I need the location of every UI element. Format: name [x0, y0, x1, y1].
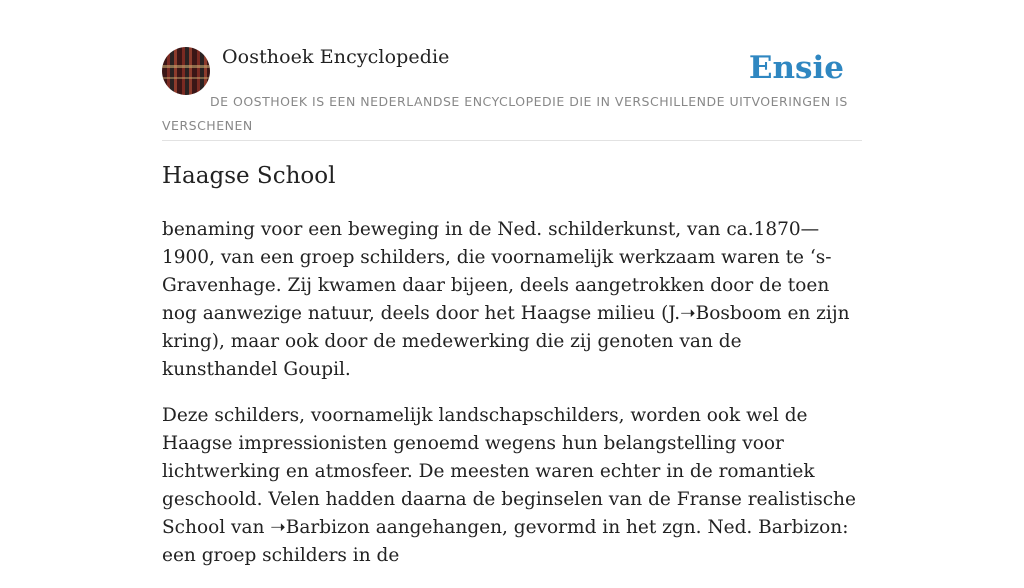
- source-header: [162, 0, 862, 141]
- article-title: Haagse School: [162, 163, 336, 189]
- article-paragraph: Deze schilders, voornamelijk landschapschilders, worden ook wel de Haagse impressionisten genoemd wegens hun belangstelling voor lichtwerking en atmosfeer. De meesten waren echter in de romantiek geschoold. Velen hadden daarna de beginselen van de Franse realistische School van ➝Barbizon aangehangen, gevormd in het zgn. Ned. Barbizon: een groep schilders in de: [162, 405, 856, 566]
- source-description-text: DE OOSTHOEK IS EEN NEDERLANDSE ENCYCLOPEDIE DIE IN VERSCHILLENDE UITVOERINGEN IS VERSCHENEN: [162, 94, 848, 133]
- page-container: [162, 0, 862, 566]
- source-description: [162, 90, 862, 138]
- article-paragraph: benaming voor een beweging in de Ned. schilderkunst, van ca.1870—1900, van een groep schilders, die voornamelijk werkzaam waren te ‘s-Gravenhage. Zij kwamen daar bijeen, deels aangetrokken door de toen nog aanwezige natuur, deels door het Haagse milieu (J.➝Bosboom en zijn kring), maar ook door de medewerking die zij genoten van de kunsthandel Goupil.: [162, 219, 850, 380]
- ensie-logo[interactable]: Ensie: [748, 50, 844, 86]
- book-spines-avatar[interactable]: [162, 47, 210, 95]
- source-title[interactable]: Oosthoek Encyclopedie: [222, 46, 450, 68]
- article-body: [162, 216, 862, 588]
